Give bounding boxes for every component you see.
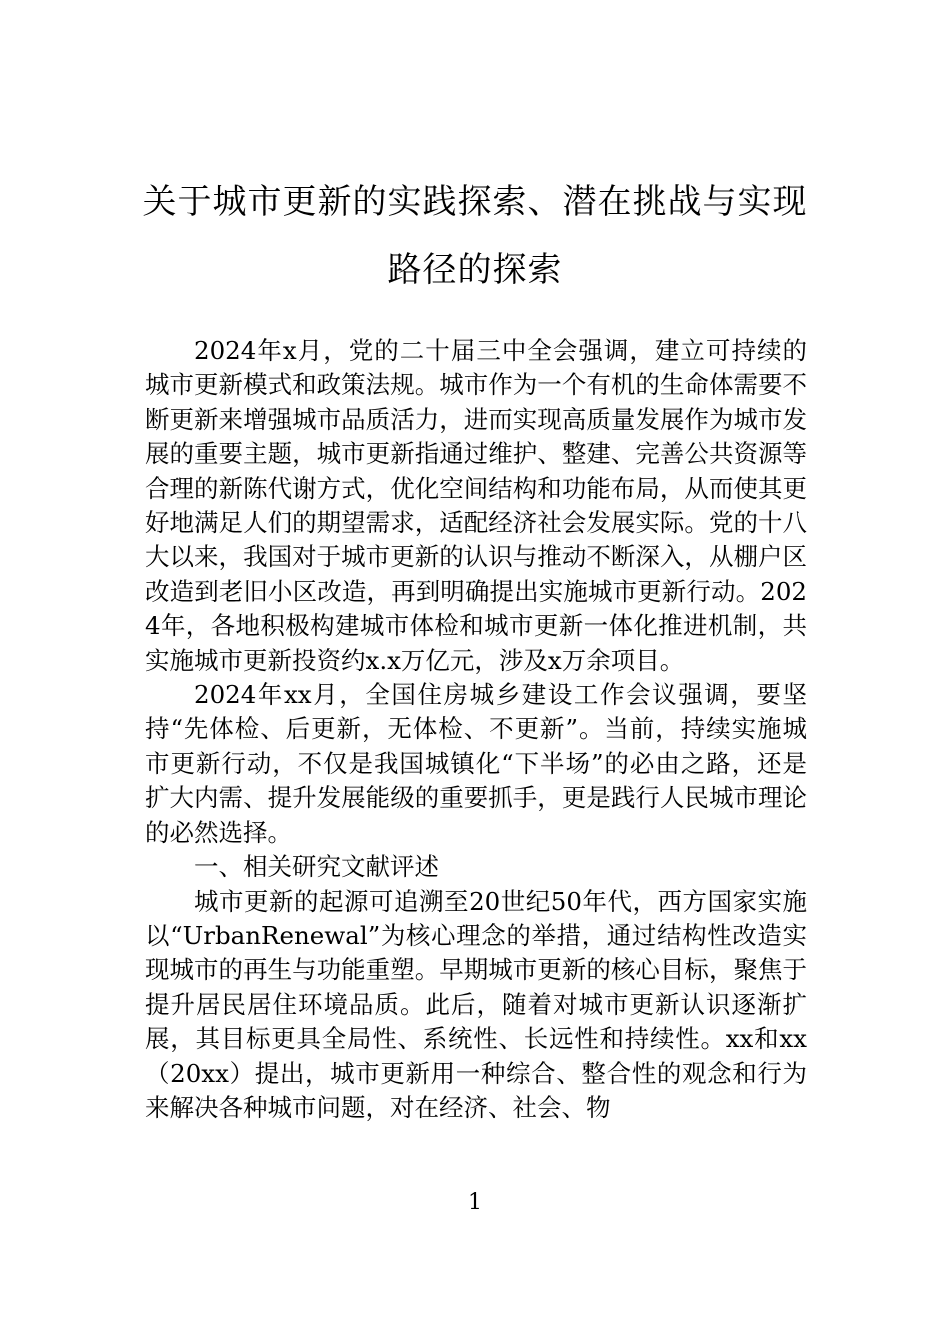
page-number: 1: [468, 1190, 482, 1215]
document-body: [145, 334, 807, 1125]
paragraph-conference: 2024年xx月，全国住房城乡建设工作会议强调，要坚持“先体检、后更新，无体检、不更新”。当前，持续实施城市更新行动，不仅是我国城镇化“下半场”的必由之路，还是扩大内需、提升发展能级的重要抓手，更是践行人民城市理论的必然选择。: [145, 680, 807, 847]
paragraph-literature: 城市更新的起源可追溯至20世纪50年代，西方国家实施以“UrbanRenewal”为核心理念的举措，通过结构性改造实现城市的再生与功能重塑。早期城市更新的核心目标，聚焦于提升居民居住环境品质。此后，随着对城市更新认识逐渐扩展，其目标更具全局性、系统性、长远性和持续性。xx和xx（20xx）提出，城市更新用一种综合、整合性的观念和行为来解决各种城市问题，对在经济、社会、物: [145, 886, 807, 1122]
section-heading: 一、相关研究文献评述: [194, 852, 439, 882]
document-title: 关于城市更新的实践探索、潜在挑战与实现路径的探索: [142, 182, 808, 290]
paragraph-intro: 2024年x月，党的二十届三中全会强调，建立可持续的城市更新模式和政策法规。城市作为一个有机的生命体需要不断更新来增强城市品质活力，进而实现高质量发展作为城市发展的重要主题，城市更新指通过维护、整建、完善公共资源等合理的新陈代谢方式，优化空间结构和功能布局，从而使其更好地满足人们的期望需求，适配经济社会发展实际。党的十八大以来，我国对于城市更新的认识与推动不断深入，从棚户区改造到老旧小区改造，再到明确提出实施城市更新行动。2024年，各地积极构建城市体检和城市更新一体化推进机制，共实施城市更新投资约x.x万亿元，涉及x万余项目。: [145, 336, 807, 675]
